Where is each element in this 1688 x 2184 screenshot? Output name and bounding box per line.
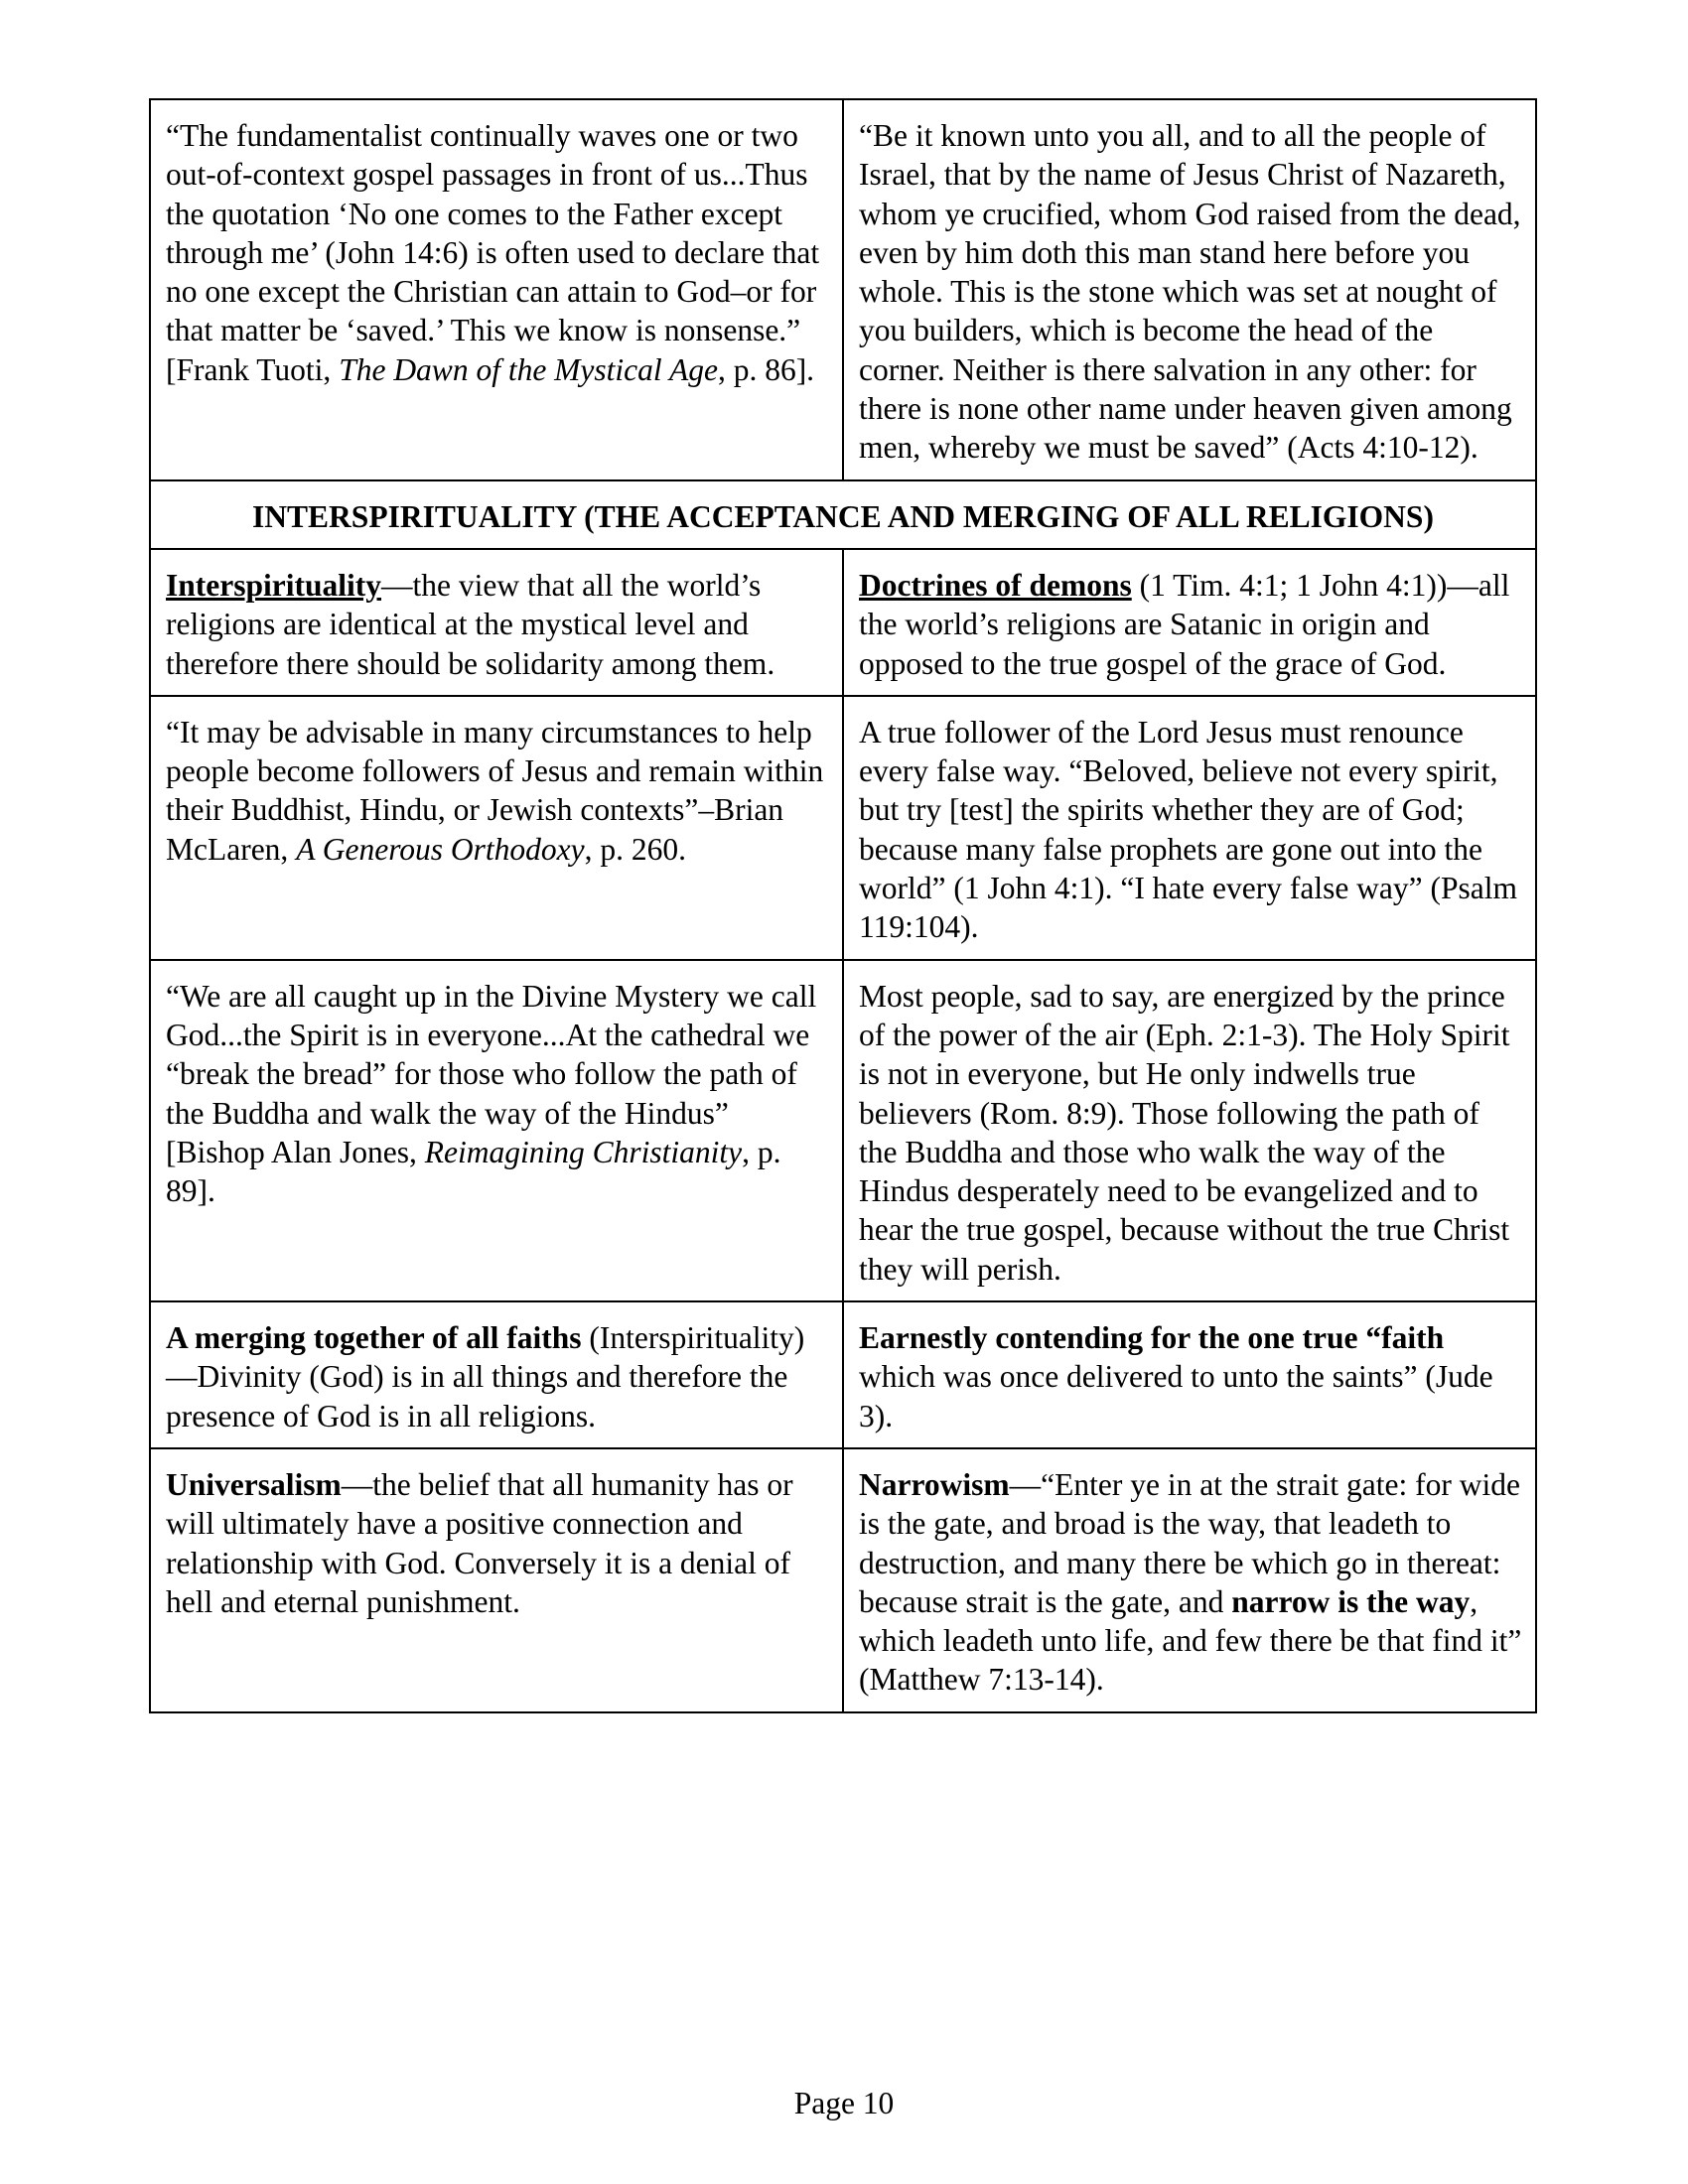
quote-citation: , p. 260. [584, 831, 687, 867]
right-cell [843, 549, 1536, 696]
term-heading: Universalism [166, 1466, 342, 1502]
left-cell [150, 99, 843, 480]
scripture-text: —“Enter ye in at the strait gate: for wide is the gate, and broad is the way, that leadeth to destruction, and many there be which go in thereat: because strait is the gate, and [859, 1466, 1520, 1619]
quote-text: “We are all caught up in the Divine Mystery we call God...the Spirit is in everyone...At the cathedral we “break the bread” for those who follow the path of the Buddha and walk the way of the Hindus” [Bishop Alan Jones, [166, 978, 817, 1169]
section-header-row [150, 480, 1536, 549]
term-definition: (1 Tim. 4:1; 1 John 4:1))—all the world’s religions are Satanic in origin and opposed to the true gospel of the grace of God. [859, 567, 1510, 681]
term-definition: —the view that all the world’s religions are identical at the mystical level and therefore there should be solidarity among them. [166, 567, 775, 681]
quote-citation: , p. 89]. [166, 1134, 781, 1209]
quote-citation: , p. 86]. [717, 351, 815, 387]
term-heading: A merging together of all faiths [166, 1320, 582, 1356]
left-cell [150, 1448, 843, 1712]
book-title: Reimagining Christianity [424, 1134, 743, 1169]
comparison-table [149, 98, 1537, 1713]
scripture-text: “Be it known unto you all, and to all the people of Israel, that by the name of Jesus Christ of Nazareth, whom ye crucified, whom God raised from the dead, even by him doth this man stand here before you whole. This is the stone which was set at nought of you builders, which is become the head of the corner. Neither is there salvation in any other: for there is none other name under heaven given among men, whereby we must be saved” (Acts 4:10-12). [859, 118, 1521, 466]
table-row [150, 1301, 1536, 1448]
right-cell [843, 99, 1536, 480]
term-definition: —the belief that all humanity has or will ultimately have a positive connection and relationship with God. Conversely it is a denial of hell and eternal punishment. [166, 1466, 793, 1619]
table-row [150, 696, 1536, 960]
book-title: The Dawn of the Mystical Age [339, 351, 718, 387]
quote-text: “The fundamentalist continually waves one or two out-of-context gospel passages in front of us...Thus the quotation ‘No one comes to the Father except through me’ (John 14:6) is often used to declare that no one except the Christian can attain to God–or for that matter be ‘saved.’ This we know is nonsense.” [Frank Tuoti, [166, 118, 820, 387]
term-heading: Narrowism [859, 1466, 1010, 1502]
scripture-text: Most people, sad to say, are energized by the prince of the power of the air (Eph. 2:1-3). The Holy Spirit is not in everyone, but He only indwells true believers (Rom. 8:9). Those following the path of the Buddha and those who walk the way of the Hindus desperately need to be evangelized and to hear the true gospel, because without the true Christ they will perish. [859, 978, 1510, 1287]
quote-text: “It may be advisable in many circumstances to help people become followers of Jesus and remain within their Buddhist, Hindu, or Jewish contexts”–Brian McLaren, [166, 714, 824, 867]
term-heading: Doctrines of demons [859, 567, 1132, 603]
left-cell [150, 960, 843, 1301]
scripture-text: A true follower of the Lord Jesus must renounce every false way. “Beloved, believe not every spirit, but try [test] the spirits whether they are of God; because many false prophets are gone out into the world” (1 John 4:1). “I hate every false way” (Psalm 119:104). [859, 714, 1518, 945]
left-cell [150, 549, 843, 696]
term-definition: (Interspirituality)—Divinity (God) is in all things and therefore the presence of God is in all religions. [166, 1320, 805, 1433]
table-row [150, 1448, 1536, 1712]
term-heading: Earnestly contending for the one true “faith [859, 1320, 1445, 1356]
right-cell [843, 1301, 1536, 1448]
right-cell [843, 960, 1536, 1301]
term-heading: Interspirituality [166, 567, 381, 603]
book-title: A Generous Orthodoxy [296, 831, 585, 867]
table-row [150, 549, 1536, 696]
left-cell [150, 1301, 843, 1448]
page-number: Page 10 [793, 2086, 895, 2120]
right-cell [843, 696, 1536, 960]
right-cell [843, 1448, 1536, 1712]
term-definition: which was once delivered to unto the saints” (Jude 3). [859, 1359, 1493, 1433]
table-row [150, 960, 1536, 1301]
section-header: INTERSPIRITUALITY (THE ACCEPTANCE AND MERGING OF ALL RELIGIONS) [150, 480, 1536, 549]
table-row [150, 99, 1536, 480]
left-cell [150, 696, 843, 960]
emphasis-text: narrow is the way [1231, 1583, 1471, 1619]
scripture-citation: , which leadeth unto life, and few there be that find it” (Matthew 7:13-14). [859, 1583, 1522, 1698]
